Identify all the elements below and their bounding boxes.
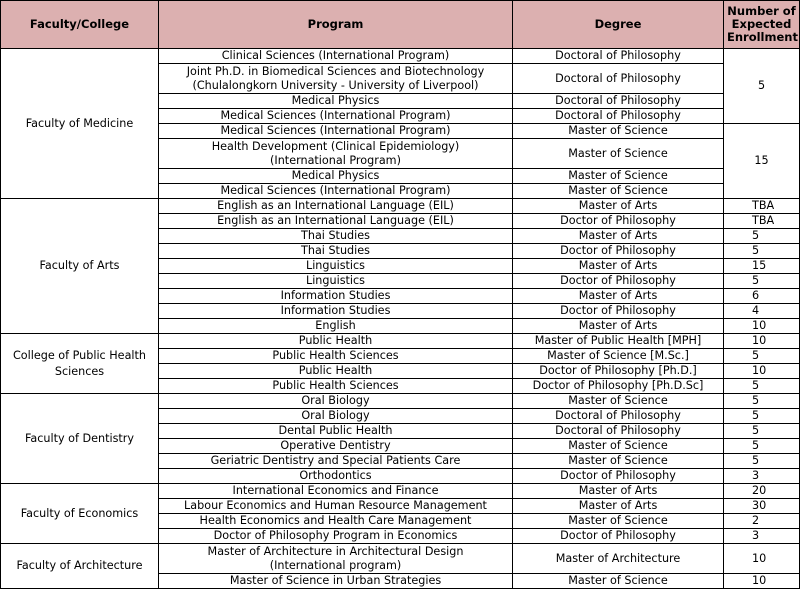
header-row [1, 1, 800, 49]
enrollment-cell: 10 [724, 334, 800, 349]
enrollment-cell: 5 [724, 229, 800, 244]
degree-cell: Doctor of Philosophy [Ph.D.Sc] [513, 379, 724, 394]
program-cell: Health Economics and Health Care Management [159, 514, 513, 529]
enrollment-cell: 5 [724, 379, 800, 394]
header-faculty: Faculty/College [1, 1, 159, 49]
table-row [1, 199, 800, 214]
degree-cell: Doctoral of Philosophy [513, 49, 724, 64]
program-cell: Master of Architecture in Architectural Design (International program) [159, 544, 513, 574]
enrollment-cell: 4 [724, 304, 800, 319]
header-enrollment: Number of Expected Enrollment [724, 1, 800, 49]
degree-cell: Master of Science [513, 439, 724, 454]
program-cell: Dental Public Health [159, 424, 513, 439]
degree-cell: Doctoral of Philosophy [513, 409, 724, 424]
degree-cell: Doctoral of Philosophy [513, 109, 724, 124]
degree-cell: Master of Arts [513, 484, 724, 499]
program-cell: Geriatric Dentistry and Special Patients Care [159, 454, 513, 469]
enrollment-cell: 10 [724, 319, 800, 334]
enrollment-cell: 6 [724, 289, 800, 304]
enrollment-cell: 15 [724, 259, 800, 274]
enrollment-cell: 10 [724, 364, 800, 379]
degree-cell: Doctor of Philosophy [Ph.D.] [513, 364, 724, 379]
degree-cell: Master of Science [513, 514, 724, 529]
enrollment-cell: 20 [724, 484, 800, 499]
program-cell: Thai Studies [159, 244, 513, 259]
degree-cell: Master of Science [513, 169, 724, 184]
degree-cell: Master of Arts [513, 319, 724, 334]
degree-cell: Doctor of Philosophy [513, 304, 724, 319]
enrollment-cell: 10 [724, 574, 800, 589]
degree-cell: Master of Science [513, 394, 724, 409]
enrollment-cell: 10 [724, 544, 800, 574]
degree-cell: Doctor of Philosophy [513, 529, 724, 544]
degree-cell: Master of Architecture [513, 544, 724, 574]
faculty-cell: College of Public Health Sciences [1, 334, 159, 394]
program-cell: Medical Sciences (International Program) [159, 109, 513, 124]
enrollment-cell: 5 [724, 409, 800, 424]
degree-cell: Master of Science [M.Sc.] [513, 349, 724, 364]
program-cell: Medical Sciences (International Program) [159, 124, 513, 139]
program-cell: Medical Sciences (International Program) [159, 184, 513, 199]
enrollment-cell: 5 [724, 439, 800, 454]
degree-cell: Doctor of Philosophy [513, 274, 724, 289]
degree-cell: Master of Arts [513, 499, 724, 514]
degree-cell: Doctoral of Philosophy [513, 424, 724, 439]
table-row [1, 49, 800, 64]
faculty-cell: Faculty of Architecture [1, 544, 159, 589]
degree-cell: Doctor of Philosophy [513, 214, 724, 229]
program-cell: Clinical Sciences (International Program) [159, 49, 513, 64]
program-cell: English as an International Language (EIL) [159, 199, 513, 214]
table-row [1, 484, 800, 499]
enrollment-cell: 5 [724, 244, 800, 259]
enrollment-cell: 5 [724, 424, 800, 439]
degree-cell: Master of Arts [513, 229, 724, 244]
table-row [1, 544, 800, 574]
degree-cell: Master of Science [513, 124, 724, 139]
degree-cell: Master of Arts [513, 289, 724, 304]
program-cell: Doctor of Philosophy Program in Economics [159, 529, 513, 544]
program-cell: Health Development (Clinical Epidemiology) (International Program) [159, 139, 513, 169]
program-cell: English as an International Language (EIL) [159, 214, 513, 229]
program-cell: Public Health [159, 364, 513, 379]
degree-cell: Master of Science [513, 184, 724, 199]
faculty-cell: Faculty of Medicine [1, 49, 159, 199]
degree-cell: Doctor of Philosophy [513, 244, 724, 259]
program-cell: Linguistics [159, 274, 513, 289]
enrollment-cell: 2 [724, 514, 800, 529]
program-cell: Oral Biology [159, 394, 513, 409]
faculty-cell: Faculty of Dentistry [1, 394, 159, 484]
degree-cell: Master of Public Health [MPH] [513, 334, 724, 349]
program-cell: Operative Dentistry [159, 439, 513, 454]
enrollment-cell: TBA [724, 214, 800, 229]
degree-cell: Doctoral of Philosophy [513, 94, 724, 109]
degree-cell: Master of Science [513, 574, 724, 589]
faculty-cell: Faculty of Economics [1, 484, 159, 544]
header-degree: Degree [513, 1, 724, 49]
program-cell: Joint Ph.D. in Biomedical Sciences and Biotechnology (Chulalongkorn University - University of Liverpool) [159, 64, 513, 94]
enrollment-cell: 3 [724, 469, 800, 484]
enrollment-cell: 3 [724, 529, 800, 544]
faculty-cell: Faculty of Arts [1, 199, 159, 334]
enrollment-cell: 30 [724, 499, 800, 514]
program-cell: Public Health Sciences [159, 379, 513, 394]
program-cell: Information Studies [159, 304, 513, 319]
program-cell: International Economics and Finance [159, 484, 513, 499]
degree-cell: Master of Arts [513, 259, 724, 274]
program-cell: Linguistics [159, 259, 513, 274]
enrollment-cell: 5 [724, 49, 800, 124]
table-row [1, 394, 800, 409]
program-cell: Information Studies [159, 289, 513, 304]
program-cell: English [159, 319, 513, 334]
program-cell: Master of Science in Urban Strategies [159, 574, 513, 589]
enrollment-cell: TBA [724, 199, 800, 214]
program-cell: Medical Physics [159, 94, 513, 109]
degree-cell: Master of Arts [513, 199, 724, 214]
program-cell: Public Health Sciences [159, 349, 513, 364]
enrollment-cell: 15 [724, 124, 800, 199]
program-cell: Orthodontics [159, 469, 513, 484]
degree-cell: Doctor of Philosophy [513, 469, 724, 484]
enrollment-cell: 5 [724, 394, 800, 409]
program-cell: Thai Studies [159, 229, 513, 244]
program-cell: Labour Economics and Human Resource Management [159, 499, 513, 514]
enrollment-cell: 5 [724, 274, 800, 289]
program-cell: Medical Physics [159, 169, 513, 184]
header-program: Program [159, 1, 513, 49]
degree-cell: Master of Science [513, 139, 724, 169]
enrollment-cell: 5 [724, 454, 800, 469]
table-row [1, 334, 800, 349]
degree-cell: Master of Science [513, 454, 724, 469]
program-cell: Public Health [159, 334, 513, 349]
degree-cell: Doctoral of Philosophy [513, 64, 724, 94]
enrollment-cell: 5 [724, 349, 800, 364]
program-cell: Oral Biology [159, 409, 513, 424]
